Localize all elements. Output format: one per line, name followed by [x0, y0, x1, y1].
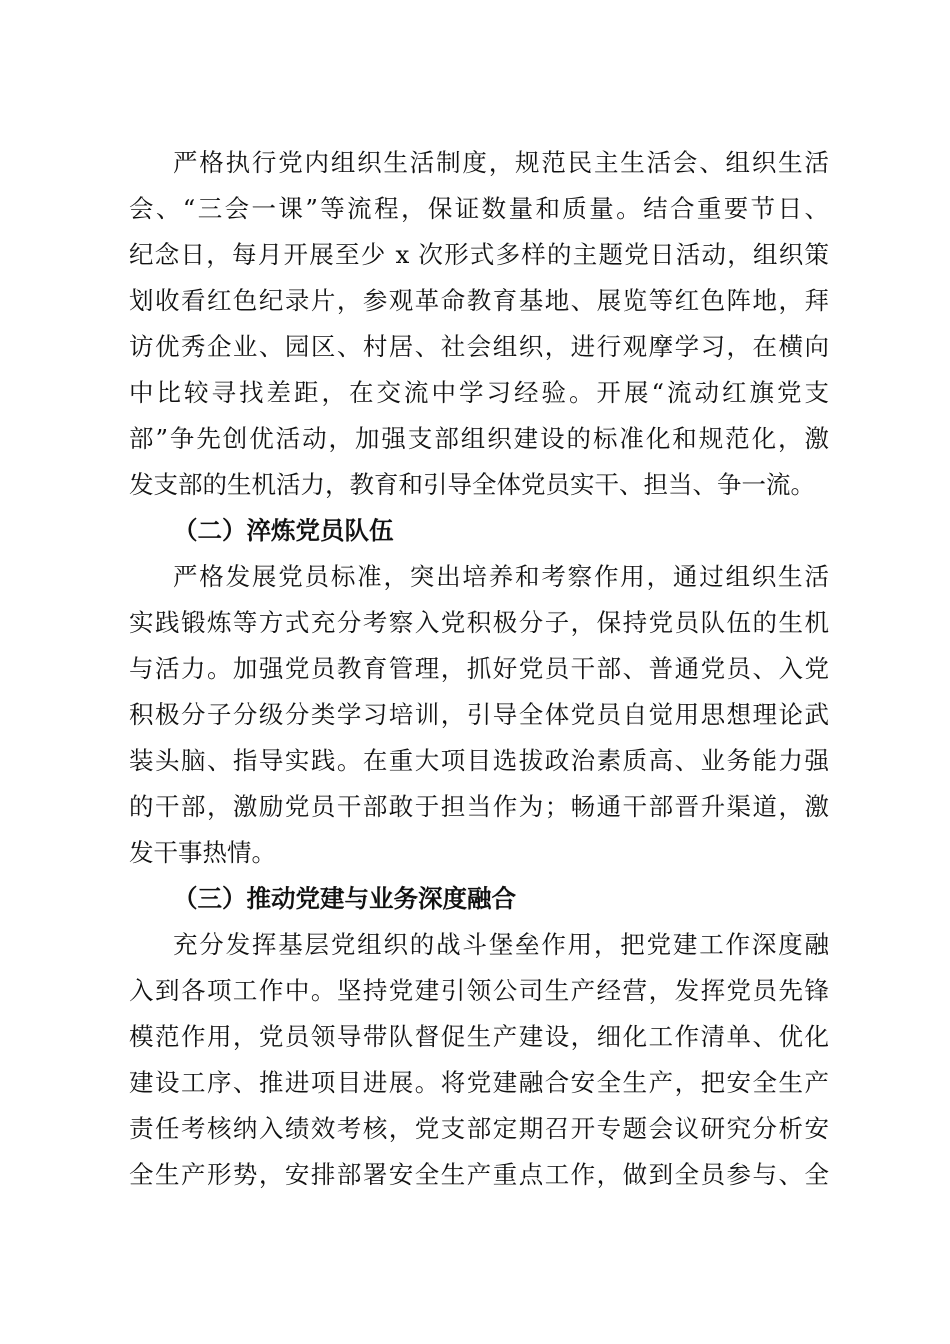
paragraph-1-line-5: 访优秀企业、园区、村居、社会组织，进行观摩学习，在横向 — [129, 332, 829, 361]
paragraph-1-line-6: 中比较寻找差距，在交流中学习经验。开展“流动红旗党支 — [129, 378, 829, 407]
paragraph-3-line-5: 责任考核纳入绩效考核，党支部定期召开专题会议研究分析安 — [129, 1114, 829, 1143]
paragraph-1-line-4: 划收看红色纪录片，参观革命教育基地、展览等红色阵地，拜 — [129, 286, 829, 315]
paragraph-3-line-1: 充分发挥基层党组织的战斗堡垒作用，把党建工作深度融 — [173, 930, 829, 959]
paragraph-1-line-3: 纪念日，每月开展至少 x 次形式多样的主题党日活动，组织策 — [129, 240, 829, 269]
section-heading-2: （二）淬炼党员队伍 — [173, 516, 394, 545]
paragraph-2-line-3: 与活力。加强党员教育管理，抓好党员干部、普通党员、入党 — [129, 654, 829, 683]
paragraph-1-line-7: 部”争先创优活动，加强支部组织建设的标准化和规范化，激 — [129, 424, 829, 453]
paragraph-2-line-1: 严格发展党员标准，突出培养和考察作用，通过组织生活 — [173, 562, 829, 591]
paragraph-1-line-8: 发支部的生机活力，教育和引导全体党员实干、担当、争一流。 — [129, 470, 815, 499]
paragraph-2-line-6: 的干部，激励党员干部敢于担当作为；畅通干部晋升渠道，激 — [129, 792, 829, 821]
paragraph-2-line-4: 积极分子分级分类学习培训，引导全体党员自觉用思想理论武 — [129, 700, 829, 729]
paragraph-3-line-3: 模范作用，党员领导带队督促生产建设，细化工作清单、优化 — [129, 1022, 829, 1051]
paragraph-3-line-2: 入到各项工作中。坚持党建引领公司生产经营，发挥党员先锋 — [129, 976, 829, 1005]
section-heading-3: （三）推动党建与业务深度融合 — [173, 884, 516, 913]
paragraph-3-line-4: 建设工序、推进项目进展。将党建融合安全生产，把安全生产 — [129, 1068, 829, 1097]
paragraph-2-line-7: 发干事热情。 — [129, 838, 276, 867]
paragraph-3-line-6: 全生产形势，安排部署安全生产重点工作，做到全员参与、全 — [129, 1160, 829, 1189]
paragraph-2-line-2: 实践锻炼等方式充分考察入党积极分子，保持党员队伍的生机 — [129, 608, 829, 637]
paragraph-1-line-2: 会、“三会一课”等流程，保证数量和质量。结合重要节日、 — [129, 194, 829, 223]
paragraph-1-line-1: 严格执行党内组织生活制度，规范民主生活会、组织生活 — [173, 148, 829, 177]
paragraph-2-line-5: 装头脑、指导实践。在重大项目选拔政治素质高、业务能力强 — [129, 746, 829, 775]
